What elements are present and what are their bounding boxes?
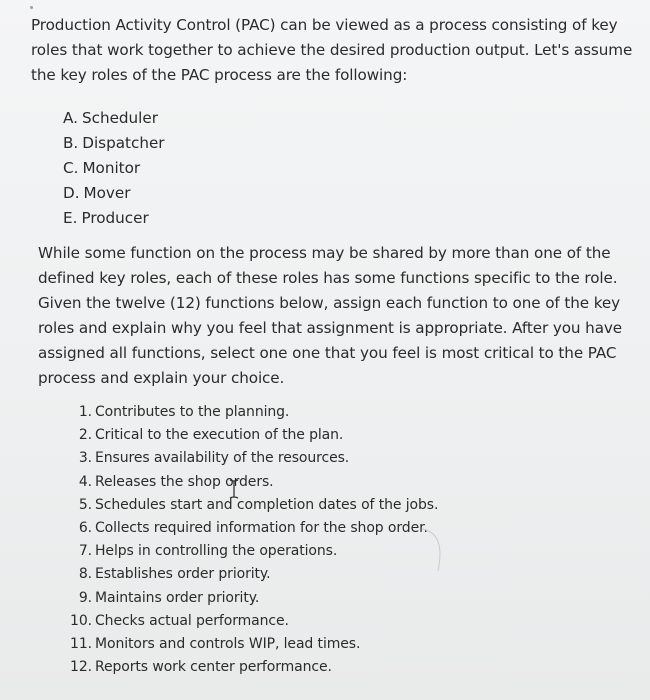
function-number: 12. xyxy=(70,659,92,676)
function-number: 7. xyxy=(78,543,92,560)
function-text: Releases the shop orders. xyxy=(95,473,274,490)
function-item xyxy=(70,656,438,679)
role-name: Dispatcher xyxy=(82,134,165,152)
function-item xyxy=(70,633,438,656)
function-number: 1. xyxy=(78,404,92,420)
function-text: Establishes order priority. xyxy=(95,566,271,583)
function-item xyxy=(70,447,438,470)
dot-mark xyxy=(30,6,33,9)
role-item xyxy=(63,181,165,206)
function-number: 11. xyxy=(70,636,92,653)
function-item xyxy=(70,424,438,447)
roles-list xyxy=(63,106,165,231)
role-name: Mover xyxy=(83,184,131,202)
function-text: Contributes to the planning. xyxy=(95,404,290,420)
function-text: Maintains order priority. xyxy=(95,589,260,606)
function-item xyxy=(70,563,438,586)
function-text: Critical to the execution of the plan. xyxy=(95,427,344,444)
function-number: 8. xyxy=(78,566,92,583)
role-item xyxy=(63,156,165,181)
intro-paragraph: Production Activity Control (PAC) can be viewed as a process consisting of key roles that work together to achieve the desired production output. Let's assume the key roles of the PAC process are the following: xyxy=(31,16,633,84)
function-number: 10. xyxy=(70,612,92,629)
function-number: 9. xyxy=(78,589,92,606)
instructions-paragraph: While some function on the process may be shared by more than one of the defined key roles, each of these roles has some functions specific to the role. Given the twelve (12) functions below, assign each function to one of the key roles and explain why you feel that assignment is appropriate. After you have assigned all functions, select one one that you feel is most critical to the PAC process and explain your choice. xyxy=(38,244,623,387)
function-item xyxy=(70,517,438,540)
function-number: 6. xyxy=(78,520,92,537)
function-item xyxy=(70,610,438,633)
role-name: Producer xyxy=(81,209,149,227)
function-number: 5. xyxy=(78,496,92,513)
role-letter: C. xyxy=(63,159,79,177)
function-text: Monitors and controls WIP, lead times. xyxy=(95,636,361,653)
function-item xyxy=(70,587,438,610)
role-item xyxy=(63,206,165,231)
function-item xyxy=(70,471,438,494)
role-item xyxy=(63,106,165,131)
function-text: Ensures availability of the resources. xyxy=(95,450,350,467)
role-name: Monitor xyxy=(82,159,141,177)
role-letter: D. xyxy=(63,184,80,202)
function-item xyxy=(70,401,438,424)
function-text: Collects required information for the shop order. xyxy=(95,520,428,537)
role-letter: E. xyxy=(63,209,78,227)
function-item xyxy=(70,540,438,563)
function-number: 2. xyxy=(78,427,92,444)
functions-list xyxy=(70,401,438,679)
role-letter: B. xyxy=(63,134,79,152)
function-text: Reports work center performance. xyxy=(95,659,332,676)
function-number: 4. xyxy=(78,473,92,490)
function-number: 3. xyxy=(78,450,92,467)
function-item xyxy=(70,494,438,517)
function-text: Schedules start and completion dates of the jobs. xyxy=(95,496,439,513)
pen-mark-icon xyxy=(420,525,450,575)
function-text: Helps in controlling the operations. xyxy=(95,543,338,560)
text-cursor-icon xyxy=(229,479,239,499)
role-name: Scheduler xyxy=(81,109,158,127)
role-item xyxy=(63,131,165,156)
function-text: Checks actual performance. xyxy=(95,612,289,629)
role-letter: A. xyxy=(63,109,78,127)
